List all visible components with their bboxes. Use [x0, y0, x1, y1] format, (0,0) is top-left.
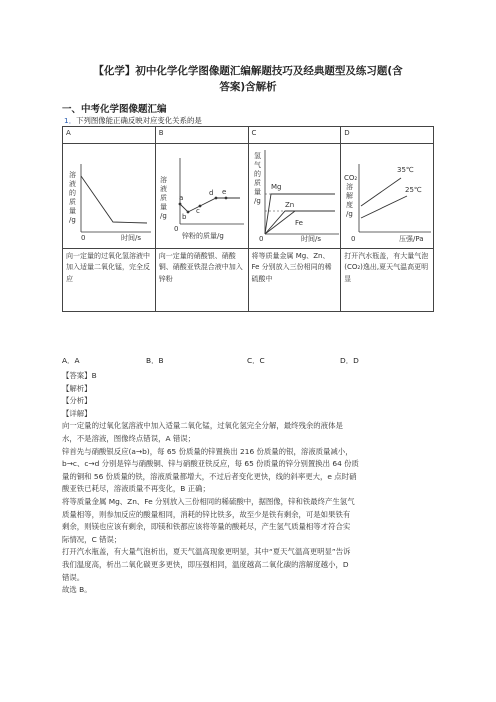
graph-b-point-c: c [195, 207, 200, 215]
graph-a-ylabel-4: 量 [69, 207, 76, 215]
explanation-line: 量的铜和 56 份质量的铁，溶液质量都增大，不过后者变化更快，线的斜率更大，e 点时硝 [62, 471, 357, 481]
header-b: B [155, 127, 248, 144]
graph-d-origin: 0 [351, 235, 356, 243]
explanation-line: 向一定量的过氧化氢溶液中加入适量二氧化锰，过氧化氢完全分解，最终残余的液体是 [62, 421, 343, 431]
graph-d-label-35: 35℃ [397, 166, 415, 174]
desc-d: 打开汽水瓶盖，有大量气泡(CO₂)逸出,夏天气温高更明显 [341, 248, 434, 311]
graph-b [156, 144, 248, 243]
explanation-line: 剩余，则镁也应该有剩余，即镁和铁都应该将等量的酸耗尽，产生氢气质量相等才符合实 [62, 522, 351, 532]
graph-b-origin: 0 [173, 225, 179, 233]
graph-b-xlabel: 锌粉的质量/g [181, 232, 224, 240]
graph-c-ylabel-4: 量 [253, 188, 261, 196]
graph-a-ylabel-0: 溶 [69, 171, 76, 179]
graph-a-xlabel: 时间/s [121, 234, 142, 242]
graph-d-ylabel-0: CO₂ [344, 174, 358, 182]
graph-b-marker-b [186, 211, 189, 214]
graph-d [341, 144, 433, 243]
desc-a: 向一定量的过氧化氢溶液中加入适量二氧化锰，完全反应 [63, 248, 156, 311]
graph-a-ylabel-3: 质 [69, 198, 76, 206]
explanation-line: 我们温度高，析出二氧化碳更多更快，即压强相同，温度越高二氧化碳的溶解度越小，D [62, 559, 349, 569]
answer-label: 【答案】B [62, 371, 97, 380]
graph-cell-b [155, 144, 248, 249]
graph-d-ylabel-1: 溶 [346, 183, 354, 191]
detail-label: 【详解】 [62, 408, 92, 418]
graph-d-line-25 [361, 196, 407, 218]
graph-c-xlabel: 时间/s [300, 235, 321, 243]
graph-cell-a [63, 144, 156, 249]
graph-a-line [81, 176, 147, 223]
graph-b-marker-e [224, 197, 227, 200]
graph-d-xlabel: 压强/Pa [399, 235, 424, 243]
explanation-line: 质量相等，则参加反应的酸量相同，消耗的锌比铁多，故至少是铁有剩余，可是如果铁有 [62, 509, 351, 519]
options-table [62, 126, 434, 312]
graph-d-ylabel-2: 解 [346, 192, 354, 200]
analysis-label: 【解析】 [62, 383, 92, 393]
explanation-line: 将等质量金属 Mg、Zn、Fe 分别放入三份相同的稀硫酸中，据图像，锌和铁最终产生氢气 [62, 496, 355, 506]
question-text: 下列图像能正确反映对应变化关系的是 [76, 116, 202, 125]
solution-block [62, 370, 434, 597]
graph-b-ylabel-1: 液 [159, 185, 167, 193]
graph-b-line [180, 198, 240, 212]
graph-c-ylabel-3: 质 [253, 179, 261, 187]
graph-a-ylabel-5: /g [69, 216, 76, 224]
graph-a-origin: 0 [81, 234, 86, 242]
graph-c-label-zn: Zn [284, 201, 294, 209]
graph-cell-c [248, 144, 341, 249]
explanation-line: 错误。 [62, 572, 85, 582]
desc-c: 将等质量金属 Mg、Zn、Fe 分别放入三份相同的稀硫酸中 [248, 248, 341, 311]
graph-c [249, 144, 341, 243]
option-a[interactable]: A．A [62, 356, 80, 365]
question-stem [64, 115, 202, 126]
graph-c-line-mg [265, 194, 335, 234]
graph-a-ylabel-1: 液 [69, 180, 76, 188]
graph-c-origin: 0 [258, 235, 263, 243]
graph-c-ylabel-2: 的 [253, 170, 261, 178]
header-c: C [248, 127, 341, 144]
header-d: D [341, 127, 434, 144]
graph-b-ylabel-0: 溶 [159, 176, 167, 184]
graph-d-ylabel-4: /g [346, 210, 354, 218]
doc-title-line2: 答案)含解析 [219, 81, 277, 93]
breakdown-label: 【分析】 [62, 396, 92, 406]
graph-b-point-b: b [181, 213, 187, 221]
graph-c-label-fe: Fe [294, 219, 303, 227]
graph-b-marker-d [214, 197, 217, 200]
graph-b-ylabel-2: 质 [159, 194, 167, 202]
graph-a [63, 144, 155, 243]
header-a: A [63, 127, 156, 144]
explanation-line: 水，不是溶液，图像终点错误，A 错误； [62, 433, 196, 443]
graph-d-ylabel-3: 度 [346, 201, 354, 209]
graph-b-point-e: e [221, 188, 227, 196]
option-b[interactable]: B．B [146, 356, 164, 365]
question-number: 1． [64, 116, 77, 125]
doc-title-line1: 【化学】初中化学化学图像题汇编解题技巧及经典题型及练习题(含 [93, 65, 403, 77]
graph-b-marker-c [198, 205, 201, 208]
graph-b-ylabel-3: 量 [159, 203, 167, 211]
graph-c-ylabel-0: 氢 [253, 152, 261, 160]
explanation-line: 打开汽水瓶盖，有大量气泡析出，夏天气温高现象更明显，其中“夏天气温高更明显”告诉 [62, 547, 351, 557]
explanation-line: 际情况，C 错误； [62, 534, 122, 544]
option-c[interactable]: C．C [247, 356, 265, 365]
explanation-line: 酸亚铁已耗尽，溶液质量不再变化，B 正确； [62, 484, 210, 494]
graph-c-ylabel-1: 气 [253, 161, 261, 169]
graph-a-ylabel-2: 的 [69, 189, 76, 197]
graph-cell-d [341, 144, 434, 249]
graph-b-marker-a [178, 203, 181, 206]
graph-b-point-a: a [178, 194, 184, 202]
graph-c-label-mg: Mg [270, 183, 281, 191]
explanation-line: 锌首先与硝酸银反应(a→b)，每 65 份质量的锌置换出 216 份质量的银，溶液质量减小， [62, 446, 353, 456]
section-heading: 一、中考化学图像题汇编 [62, 104, 167, 115]
graph-b-ylabel-4: /g [159, 212, 167, 220]
graph-c-line-fe [265, 211, 295, 234]
explanation-line: 故选 B。 [62, 585, 92, 595]
option-d[interactable]: D．D [340, 356, 359, 365]
graph-b-point-d: d [208, 189, 214, 197]
explanation-line: b→c、c→d 分别是锌与硝酸铜、锌与硝酸亚铁反应，每 65 份质量的锌分别置换出 64 份质 [62, 459, 359, 469]
graph-d-label-25: 25℃ [405, 186, 423, 194]
desc-b: 向一定量的硝酸银、硝酸铜、硝酸亚铁混合液中加入锌粉 [155, 248, 248, 311]
graph-c-ylabel-5: /g [253, 197, 261, 205]
